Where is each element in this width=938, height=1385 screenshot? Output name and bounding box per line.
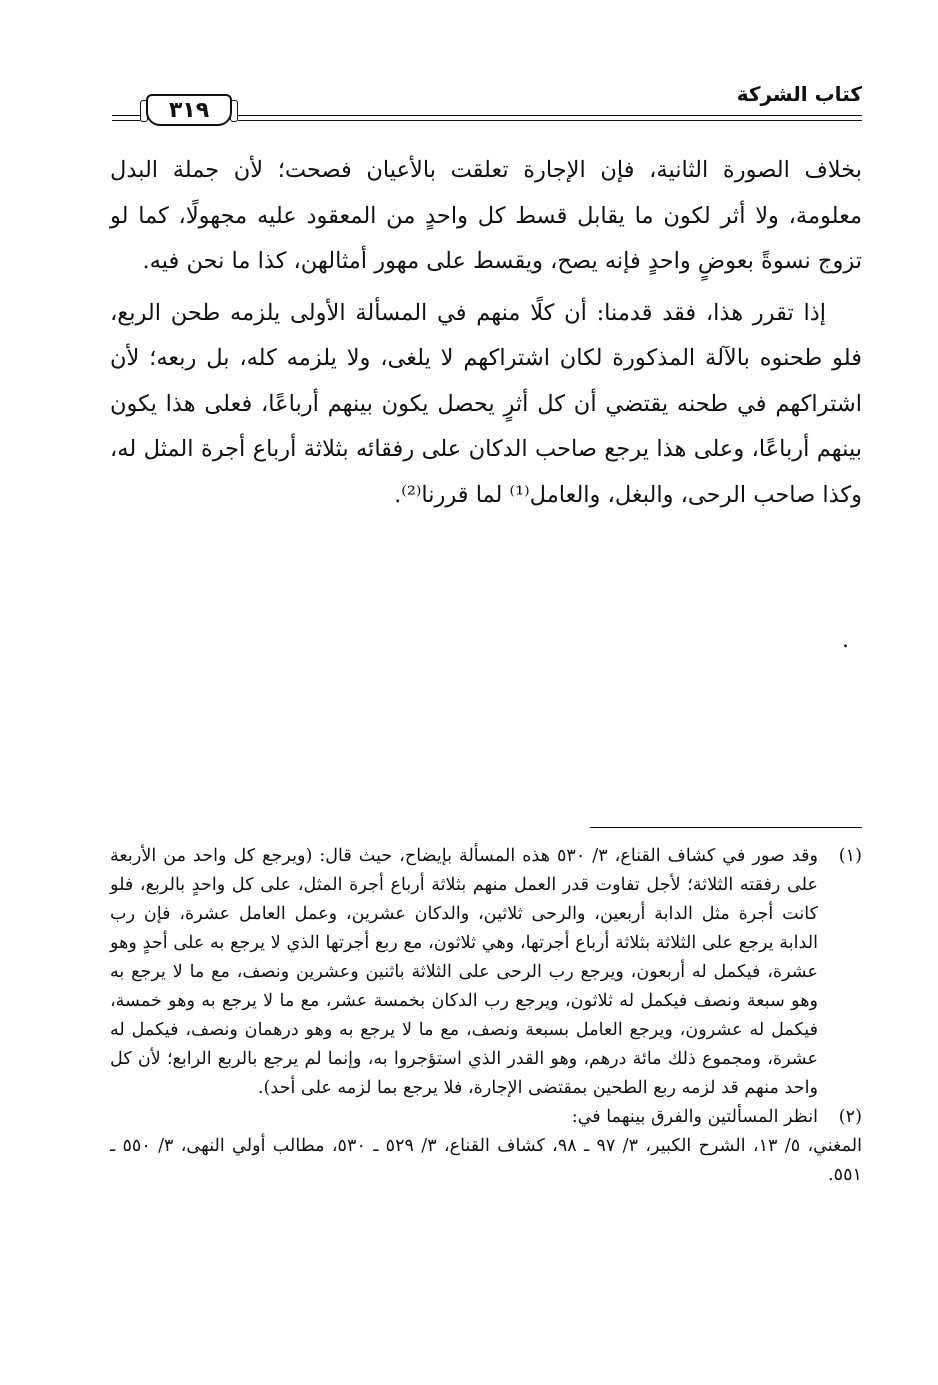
page-number: ٣١٩ <box>146 94 232 126</box>
footnotes <box>110 842 862 1190</box>
header-rule <box>238 115 862 121</box>
page-header <box>112 82 862 132</box>
footnote-number: (١) <box>838 846 862 866</box>
stray-mark: . <box>842 628 849 653</box>
footnote <box>110 842 862 1103</box>
footnote-text: وقد صور في كشاف القناع، ٣/ ٥٣٠ هذه المسألة بإيضاح، حيث قال: (ويرجع كل واحد من الأربعة على رفقته الثلاثة؛ لأجل تفاوت قدر العمل منهم بثلاثة أرباع أجرة المثل، على كل واحدٍ بالربع، فلو كانت أجرة مثل الدابة أربعين، والرحى ثلاثين، والدكان عشرين، وعمل العامل عشرة، فإن رب الدابة يرجع على الثلاثة بثلاثة أرباع أجرتها، وهي ثلاثون، مع ربع أجرتها الذي لا يرجع به على أحدٍ وهو عشرة، فيكمل له أربعون، ويرجع رب الرحى على الثلاثة باثنين وعشرين ونصف، مع ما لا يرجع به وهو سبعة ونصف فيكمل له ثلاثون، ويرجع رب الدكان بخمسة عشر، مع ما لا يرجع به وهو خمسة، فيكمل له عشرون، ويرجع العامل بسبعة ونصف، مع ما لا يرجع به وهو درهمان ونصف، فيكمل له عشرة، ومجموع ذلك مائة درهم، وهو القدر الذي استؤجروا به، وإنما لم يرجع بالربع الرابع؛ لأن كل واحد منهم قد لزمه ربع الطحين بمقتضى الإجارة، فلا يرجع بما لزمه على أحد). <box>110 846 818 1098</box>
footnote-number: (٢) <box>838 1107 862 1127</box>
footnote-separator <box>590 827 862 828</box>
paragraph: إذا تقرر هذا، فقد قدمنا: أن كلًا منهم في المسألة الأولى يلزمه طحن الربع، فلو طحنوه بالآلة المذكورة لكان اشتراكهم لا يلغى، ولا يلزمه كله، بل ربعه؛ لأن اشتراكهم في طحنه يقتضي أن كل أثرٍ يحصل يكون بينهم أرباعًا، فعلى هذا يكون بينهم أرباعًا، وعلى هذا يرجع صاحب الدكان على رفقائه بثلاثة أرباع أجرة المثل له، وكذا صاحب الرحى، والبغل، والعامل⁽¹⁾ لما قررنا⁽²⁾. <box>110 299 862 508</box>
main-text <box>110 148 862 524</box>
header-rule-left <box>112 115 140 121</box>
footnote <box>110 1103 862 1190</box>
paragraph: بخلاف الصورة الثانية، فإن الإجارة تعلقت بالأعيان فصحت؛ لأن جملة البدل معلومة، ولا أثر لكون ما يقابل قسط كل واحدٍ من المعقود عليه مجهولًا، كما لو تزوج نسوةً بعوضٍ واحدٍ فإنه يصح، ويقسط على مهور أمثالهن، كذا ما نحن فيه. <box>110 157 862 274</box>
book-title: كتاب الشركة <box>736 82 862 106</box>
footnote-continuation: المغني، ٥/ ١٣، الشرح الكبير، ٣/ ٩٧ ـ ٩٨، كشاف القناع، ٣/ ٥٢٩ ـ ٥٣٠، مطالب أولي النهى، ٣/ ٥٥٠ ـ ٥٥١. <box>110 1136 862 1185</box>
footnote-text: انظر المسألتين والفرق بينهما في: <box>571 1107 818 1127</box>
